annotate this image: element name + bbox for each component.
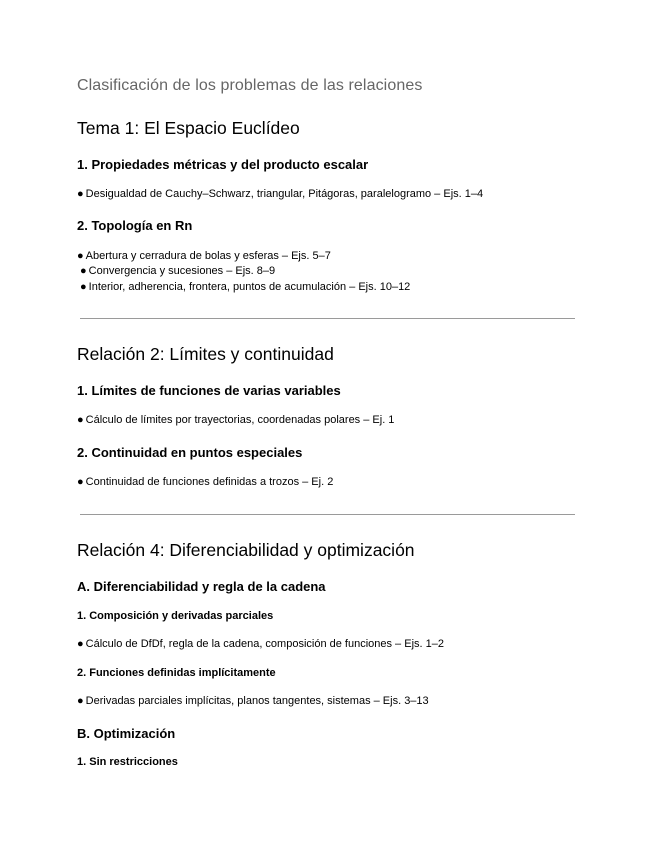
list-item-text: Cálculo de DfDf, regla de la cadena, composición de funciones – Ejs. 1–2 xyxy=(85,638,444,650)
bullet-icon: ● xyxy=(77,414,84,426)
document-title: Clasificación de los problemas de las relaciones xyxy=(77,77,423,94)
bullet-icon: ● xyxy=(80,281,87,293)
bullet-icon: ● xyxy=(77,188,84,200)
bullet-icon: ● xyxy=(77,476,84,488)
subsection-heading: 1. Propiedades métricas y del producto escalar xyxy=(77,157,369,172)
subsection-heading: A. Diferenciabilidad y regla de la cadena xyxy=(77,579,326,594)
subsection-heading: B. Optimización xyxy=(77,726,176,741)
list-item xyxy=(77,414,394,426)
list-item-text: Abertura y cerradura de bolas y esferas – Ejs. 5–7 xyxy=(85,250,331,262)
bullet-icon: ● xyxy=(77,695,84,707)
bullet-icon: ● xyxy=(77,638,84,650)
list-item xyxy=(77,250,331,262)
part-heading: 1. Sin restricciones xyxy=(77,756,178,768)
part-heading: 1. Composición y derivadas parciales xyxy=(77,610,274,622)
list-item-text: Cálculo de límites por trayectorias, coordenadas polares – Ej. 1 xyxy=(85,414,395,426)
list-item-text: Continuidad de funciones definidas a trozos – Ej. 2 xyxy=(85,476,334,488)
list-item-text: Convergencia y sucesiones – Ejs. 8–9 xyxy=(88,265,276,277)
section-heading-relacion-2: Relación 2: Límites y continuidad xyxy=(77,344,334,364)
bullet-icon: ● xyxy=(80,265,87,277)
list-item xyxy=(80,281,410,293)
list-item xyxy=(77,188,483,200)
section-heading-tema-1: Tema 1: El Espacio Euclídeo xyxy=(77,118,300,138)
bullet-icon: ● xyxy=(77,250,84,262)
list-item xyxy=(77,695,429,707)
subsection-heading: 2. Continuidad en puntos especiales xyxy=(77,445,303,460)
list-item xyxy=(80,265,275,277)
subsection-heading: 2. Topología en Rn xyxy=(77,218,193,233)
list-item xyxy=(77,638,444,650)
horizontal-divider xyxy=(80,318,575,319)
part-heading: 2. Funciones definidas implícitamente xyxy=(77,667,276,679)
list-item-text: Desigualdad de Cauchy–Schwarz, triangular, Pitágoras, paralelogramo – Ejs. 1–4 xyxy=(85,188,484,200)
list-item xyxy=(77,476,333,488)
subsection-heading: 1. Límites de funciones de varias variables xyxy=(77,383,341,398)
horizontal-divider xyxy=(80,514,575,515)
section-heading-relacion-4: Relación 4: Diferenciabilidad y optimización xyxy=(77,540,415,560)
list-item-text: Interior, adherencia, frontera, puntos de acumulación – Ejs. 10–12 xyxy=(88,281,411,293)
list-item-text: Derivadas parciales implícitas, planos tangentes, sistemas – Ejs. 3–13 xyxy=(85,695,429,707)
